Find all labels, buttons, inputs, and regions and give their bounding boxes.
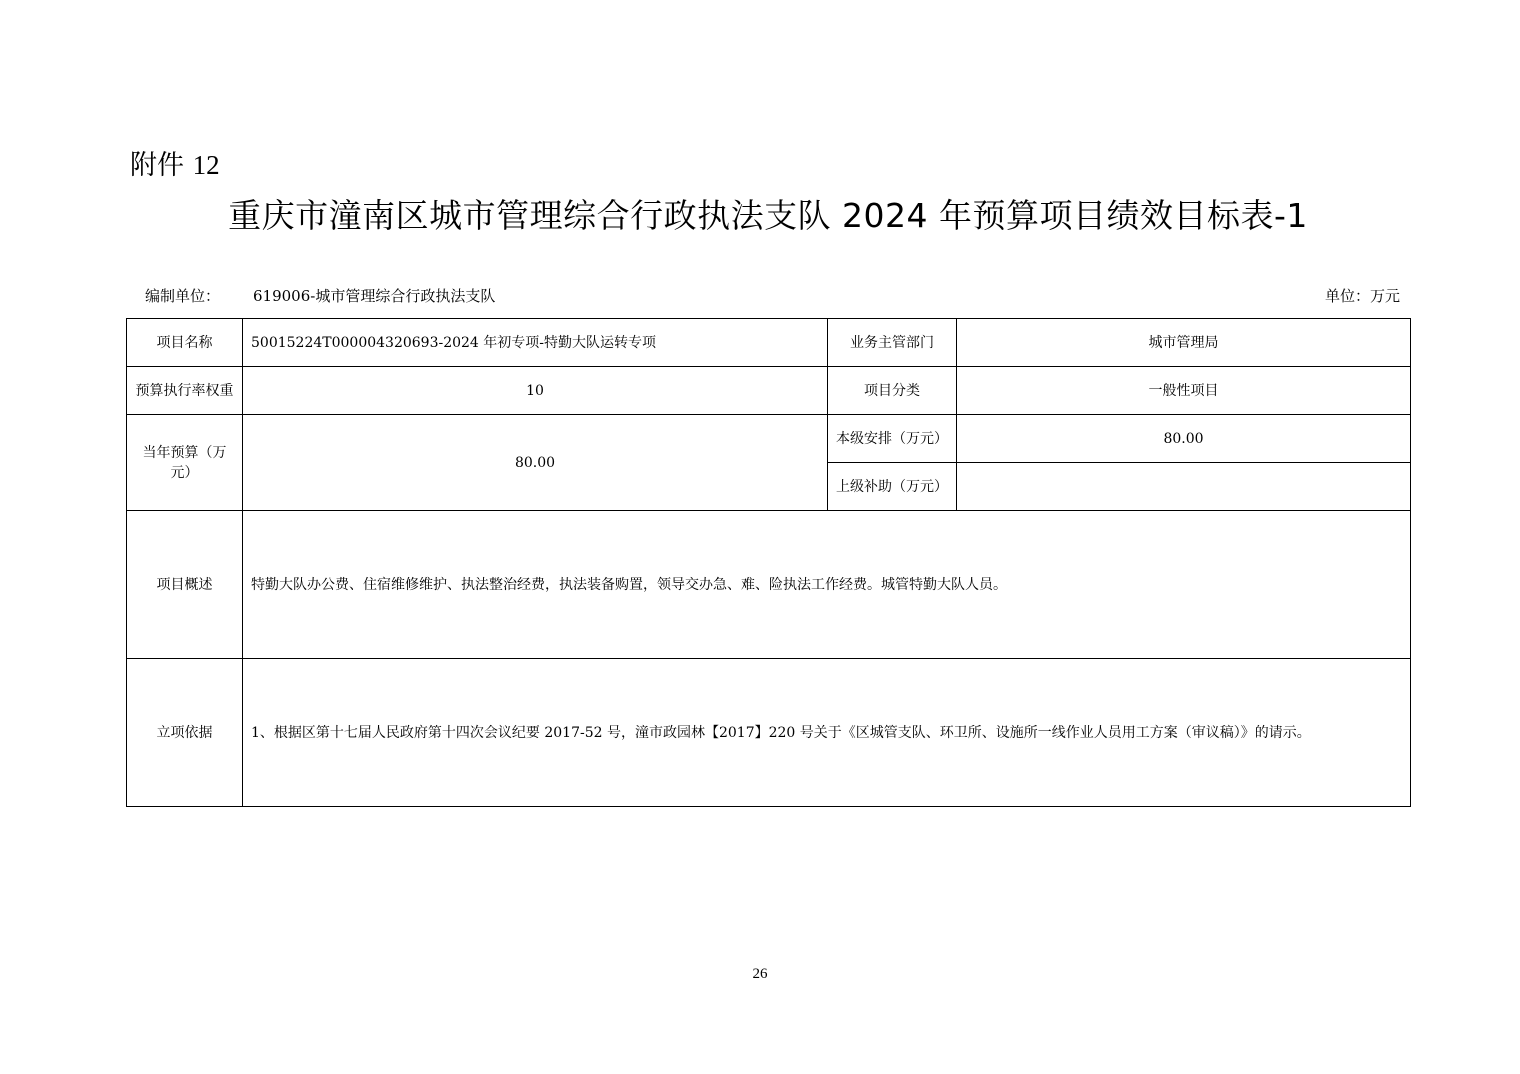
page-number: 26 (752, 966, 768, 982)
local-arrangement-label: 本级安排（万元） (828, 415, 957, 463)
weight-value: 10 (243, 367, 828, 415)
basis-value: 1、根据区第十七届人民政府第十四次会议纪要 2017-52 号，潼市政园林【2017】220 号关于《区城管支队、环卫所、设施所一线作业人员用工方案（审议稿）》的请示。 (243, 659, 1411, 807)
currency-unit: 单位：万元 (1324, 287, 1400, 305)
table-row (127, 511, 1411, 659)
department-label: 业务主管部门 (828, 319, 957, 367)
meta-row (0, 285, 1520, 307)
attachment-label: 附件 (130, 150, 184, 181)
annual-budget-label: 当年预算（万元） (127, 415, 243, 511)
table-row (127, 415, 1411, 463)
weight-label: 预算执行率权重 (127, 367, 243, 415)
attachment-number: 12 (192, 150, 220, 180)
overview-label: 项目概述 (127, 511, 243, 659)
project-name-value: 50015224T000004320693-2024 年初专项-特勤大队运转专项 (243, 319, 828, 367)
department-value: 城市管理局 (957, 319, 1411, 367)
category-value: 一般性项目 (957, 367, 1411, 415)
performance-target-table (126, 318, 1411, 807)
local-arrangement-value: 80.00 (957, 415, 1411, 463)
superior-subsidy-value (957, 463, 1411, 511)
annual-budget-value: 80.00 (243, 415, 828, 511)
overview-value: 特勤大队办公费、住宿维修维护、执法整治经费，执法装备购置，领导交办急、难、险执法工作经费。城管特勤大队人员。 (243, 511, 1411, 659)
document-title: 重庆市潼南区城市管理综合行政执法支队 2024 年预算项目绩效目标表-1 (228, 196, 1308, 235)
table-row (127, 659, 1411, 807)
category-label: 项目分类 (828, 367, 957, 415)
preparing-unit-value: 619006-城市管理综合行政执法支队 (253, 287, 496, 305)
project-name-label: 项目名称 (127, 319, 243, 367)
preparing-unit-label: 编制单位： (145, 287, 221, 305)
basis-label: 立项依据 (127, 659, 243, 807)
superior-subsidy-label: 上级补助（万元） (828, 463, 957, 511)
attachment-heading (130, 143, 220, 182)
table-row (127, 319, 1411, 367)
table-row (127, 367, 1411, 415)
